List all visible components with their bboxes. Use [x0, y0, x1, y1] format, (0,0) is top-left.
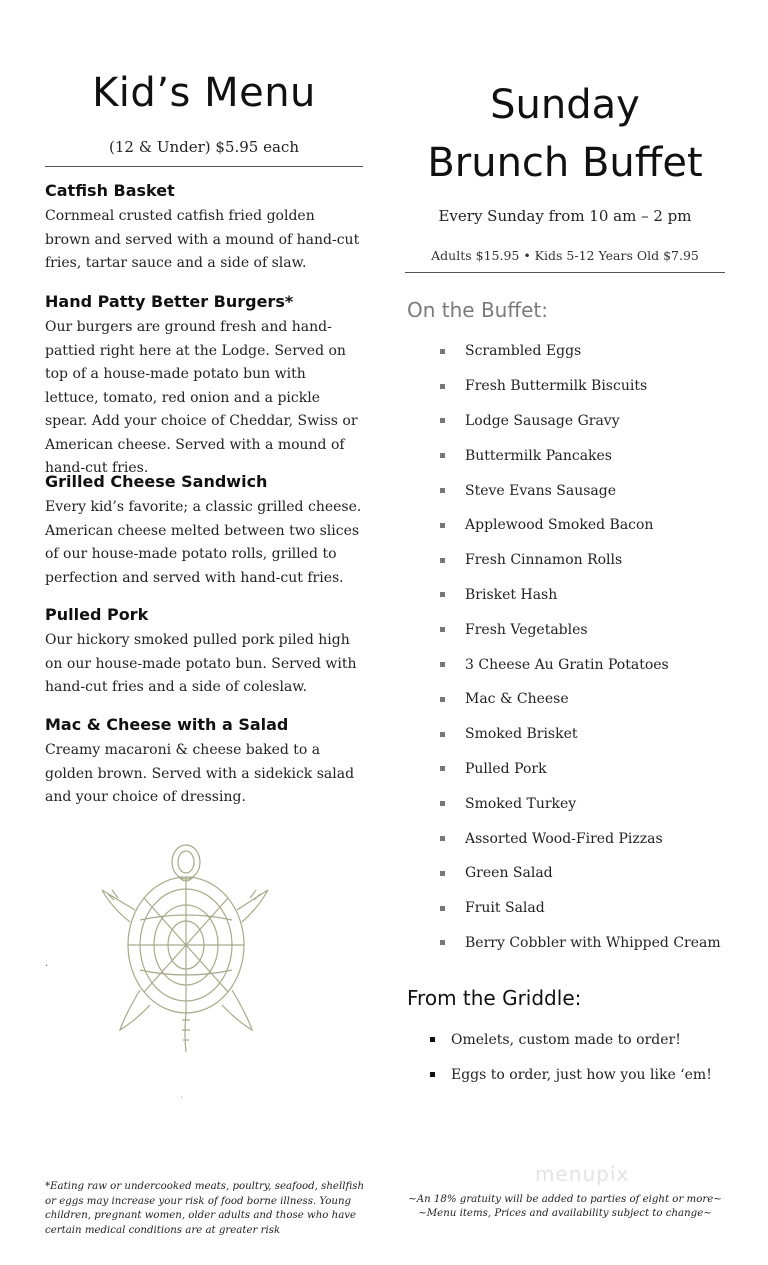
brunch-title	[405, 76, 725, 192]
item-description: Every kid’s favorite; a classic grilled cheese. American cheese melted between two slices of our house-made potato rolls, grilled to perfection and served with hand-cut fries.	[45, 499, 362, 586]
brunch-schedule: Every Sunday from 10 am – 2 pm	[438, 207, 692, 225]
bullet-icon	[440, 592, 445, 597]
bullet-icon	[440, 558, 445, 563]
list-item	[440, 334, 721, 369]
bullet-icon	[440, 836, 445, 841]
buffet-item: Mac & Cheese	[465, 691, 569, 708]
item-name: Catfish Basket	[45, 181, 175, 200]
bullet-icon	[430, 1072, 435, 1077]
kids-menu-title: Kid’s Menu	[92, 70, 316, 116]
buffet-item: Berry Cobbler with Whipped Cream	[465, 934, 721, 951]
menu-item	[45, 292, 363, 481]
buffet-item: Scrambled Eggs	[465, 343, 582, 360]
list-item	[440, 752, 721, 787]
list-item	[440, 404, 721, 439]
list-item	[430, 1057, 712, 1092]
list-item	[440, 543, 721, 578]
bullet-icon	[440, 488, 445, 493]
buffet-item: Smoked Brisket	[465, 726, 578, 743]
bullet-icon	[440, 940, 445, 945]
bullet-icon	[440, 801, 445, 806]
buffet-item: Fresh Cinnamon Rolls	[465, 552, 623, 569]
list-item	[440, 891, 721, 926]
bullet-icon	[440, 766, 445, 771]
kids-menu-subtitle: (12 & Under) $5.95 each	[109, 138, 299, 156]
buffet-heading: On the Buffet:	[407, 298, 549, 322]
turtle-illustration	[100, 840, 270, 1060]
buffet-item: Smoked Turkey	[465, 795, 577, 812]
buffet-item: Green Salad	[465, 865, 553, 882]
list-item	[440, 856, 721, 891]
griddle-heading: From the Griddle:	[407, 986, 582, 1010]
list-item	[440, 717, 721, 752]
list-item	[440, 612, 721, 647]
watermark-logo: menupix	[535, 1162, 630, 1186]
menu-item	[45, 181, 363, 276]
divider	[45, 166, 363, 167]
gratuity-note: ~An 18% gratuity will be added to parties of eight or more~	[408, 1194, 722, 1205]
buffet-item: Buttermilk Pancakes	[465, 447, 612, 464]
buffet-item: Steve Evans Sausage	[465, 482, 617, 499]
divider	[405, 272, 725, 273]
griddle-item: Eggs to order, just how you like ‘em!	[451, 1066, 712, 1083]
brunch-title-line: Brunch Buffet	[427, 140, 703, 186]
bullet-icon	[440, 418, 445, 423]
list-item	[440, 369, 721, 404]
menu-item	[45, 715, 363, 810]
buffet-item: Brisket Hash	[465, 586, 558, 603]
item-description: Creamy macaroni & cheese baked to a golden brown. Served with a sidekick salad and your choice of dressing.	[45, 742, 355, 805]
item-name: Mac & Cheese with a Salad	[45, 715, 289, 734]
buffet-item: Pulled Pork	[465, 760, 547, 777]
availability-note: ~Menu items, Prices and availability subject to change~	[418, 1208, 712, 1219]
item-name: Hand Patty Better Burgers*	[45, 292, 294, 311]
bullet-icon	[440, 662, 445, 667]
list-item	[440, 508, 721, 543]
bullet-icon	[440, 906, 445, 911]
list-item	[440, 682, 721, 717]
buffet-item: Fresh Buttermilk Biscuits	[465, 378, 648, 395]
buffet-list	[440, 334, 721, 960]
bullet-icon	[430, 1037, 435, 1042]
griddle-item: Omelets, custom made to order!	[451, 1031, 681, 1048]
item-name: Grilled Cheese Sandwich	[45, 472, 268, 491]
brunch-prices: Adults $15.95 • Kids 5-12 Years Old $7.95	[431, 248, 699, 263]
list-item	[440, 473, 721, 508]
buffet-item: 3 Cheese Au Gratin Potatoes	[465, 656, 669, 673]
bullet-icon	[440, 523, 445, 528]
item-description: Our burgers are ground fresh and hand-pattied right here at the Lodge. Served on top of a house-made potato bun with lettuce, tomato, red onion and a pickle spear. Add your choice of Cheddar, Swiss or American cheese. Served with a mound of hand-cut fries.	[45, 319, 358, 476]
brunch-footer	[405, 1193, 725, 1221]
buffet-item: Applewood Smoked Bacon	[465, 517, 654, 534]
list-item	[440, 647, 721, 682]
buffet-item: Fresh Vegetables	[465, 621, 588, 638]
menu-item	[45, 605, 363, 700]
bullet-icon	[440, 627, 445, 632]
list-item	[440, 786, 721, 821]
bullet-icon	[440, 871, 445, 876]
bullet-icon	[440, 697, 445, 702]
list-item	[430, 1022, 712, 1057]
buffet-item: Fruit Salad	[465, 900, 545, 917]
bullet-icon	[440, 453, 445, 458]
item-description: Our hickory smoked pulled pork piled high on our house-made potato bun. Served with hand-cut fries and a side of coleslaw.	[45, 632, 357, 695]
buffet-item: Lodge Sausage Gravy	[465, 412, 620, 429]
food-safety-disclaimer: *Eating raw or undercooked meats, poultry, seafood, shellfish or eggs may increase your risk of food borne illness. Young children, pregnant women, older adults and those who have certain medical conditions are at greater risk	[45, 1181, 365, 1236]
bullet-icon	[440, 732, 445, 737]
bullet-icon	[440, 384, 445, 389]
griddle-list	[430, 1022, 712, 1092]
brunch-title-line: Sunday	[490, 82, 640, 128]
item-description: Cornmeal crusted catfish fried golden brown and served with a mound of hand-cut fries, tartar sauce and a side of slaw.	[45, 208, 360, 271]
menu-item	[45, 472, 363, 590]
stray-mark: .	[45, 958, 49, 969]
list-item	[440, 578, 721, 613]
bullet-icon	[440, 349, 445, 354]
buffet-item: Assorted Wood-Fired Pizzas	[465, 830, 663, 847]
stray-mark: .	[180, 1090, 184, 1101]
list-item	[440, 821, 721, 856]
item-name: Pulled Pork	[45, 605, 149, 624]
list-item	[440, 438, 721, 473]
list-item	[440, 926, 721, 961]
